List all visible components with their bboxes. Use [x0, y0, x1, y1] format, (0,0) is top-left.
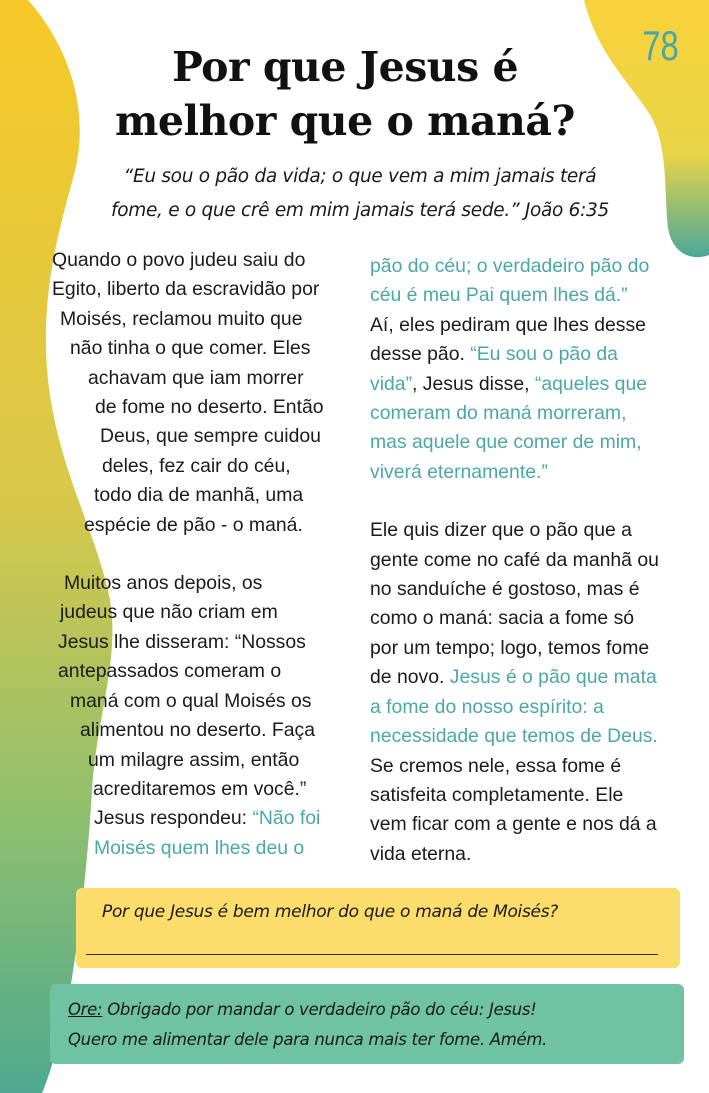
right-column-line [370, 781, 700, 810]
reflection-question-box [76, 888, 680, 968]
left-column-line [0, 746, 360, 775]
left-column-line [0, 511, 360, 540]
left-column-line [0, 305, 360, 334]
highlighted-text: viverá eternamente.” [370, 460, 548, 483]
prayer-line-1 [68, 995, 547, 1025]
highlighted-text: “Eu sou o pão da [470, 343, 618, 366]
left-column-line [0, 422, 360, 451]
title-line-1: Por que Jesus é [171, 43, 519, 91]
body-text: não tinha o que comer. Eles [70, 337, 311, 360]
paragraph-gap [0, 540, 360, 569]
reflection-question: Por que Jesus é bem melhor do que o maná de Moisés? [102, 902, 558, 922]
verse-line-2: fome, e o que crê em mim jamais terá sede.” João 6:35 [111, 200, 609, 221]
body-text: Jesus lhe disseram: “Nossos [58, 630, 306, 653]
left-column-line [0, 687, 360, 716]
body-text: satisfeita completamente. Ele [370, 783, 624, 806]
right-column-line [370, 546, 700, 575]
highlighted-text: Jesus é o pão que mata [449, 666, 657, 689]
highlighted-text: mas aquele que comer de mim, [370, 431, 642, 454]
left-column-line [0, 393, 360, 422]
right-column-line [370, 722, 700, 751]
left-column-line [0, 569, 360, 598]
left-column-line [0, 775, 360, 804]
body-text: alimentou no deserto. Faça [80, 719, 315, 742]
body-text: Quando o povo judeu saiu do [52, 249, 306, 271]
right-column-line [370, 693, 700, 722]
answer-line[interactable] [86, 954, 658, 955]
body-text: Deus, que sempre cuidou [100, 425, 321, 448]
right-column-line [370, 458, 700, 487]
right-column-line [370, 840, 700, 869]
right-column-line [370, 604, 700, 633]
body-text: antepassados comeram o [58, 660, 282, 683]
bible-verse [60, 160, 660, 228]
body-text: Se cremos nele, essa fome é [370, 754, 622, 777]
body-text: espécie de pão - o maná. [84, 513, 303, 536]
body-text: deles, fez cair do céu, [102, 454, 291, 477]
body-text: todo dia de manhã, uma [94, 484, 304, 507]
highlighted-text: “Não foi [252, 807, 321, 830]
right-column-line [370, 663, 700, 692]
right-column-line [370, 399, 700, 428]
body-text: desse pão. [370, 343, 471, 366]
left-column-line [0, 657, 360, 686]
left-column-line [0, 334, 360, 363]
highlighted-text: “aqueles que [534, 372, 648, 395]
prayer-box [50, 984, 684, 1064]
left-column-line [0, 481, 360, 510]
left-column-line [0, 628, 360, 657]
body-text: vem ficar com a gente e nos dá a [370, 813, 657, 836]
right-column-line [370, 370, 700, 399]
body-text: judeus que não criam em [60, 601, 278, 624]
right-column-line [370, 575, 700, 604]
left-text-column [0, 246, 360, 863]
body-text: de fome no deserto. Então [95, 396, 324, 419]
left-column-line [0, 834, 360, 863]
page-number: 78 [642, 22, 679, 69]
body-text: Moisés, reclamou muito que [60, 307, 303, 330]
left-column-line [0, 452, 360, 481]
highlighted-text: a fome do nosso espírito: a [370, 695, 604, 718]
body-text: maná com o qual Moisés os [70, 689, 312, 712]
left-column-line [0, 246, 360, 275]
body-text: Egito, liberto da escravidão por [52, 278, 320, 301]
body-text: achavam que iam morrer [88, 366, 304, 389]
body-text: Muitos anos depois, os [64, 572, 263, 595]
body-text: de novo. [370, 666, 450, 689]
prayer-line-2: Quero me alimentar dele para nunca mais ter fome. Amém. [68, 1030, 548, 1049]
right-column-line [370, 810, 700, 839]
body-text: vida eterna. [370, 842, 472, 865]
highlighted-text: necessidade que temos de Deus. [370, 725, 658, 748]
left-column-line [0, 598, 360, 627]
body-text: acreditaremos em você.” [93, 777, 307, 800]
body-text: no sanduíche é gostoso, mas é [370, 578, 640, 601]
body-text: gente come no café da manhã ou [370, 548, 659, 571]
left-column-line [0, 716, 360, 745]
title-line-2: melhor que o maná? [115, 97, 575, 145]
body-text: Aí, eles pediram que lhes desse [370, 313, 646, 336]
right-column-line [370, 252, 700, 281]
body-text: , Jesus disse, [412, 372, 535, 395]
left-column-line [0, 804, 360, 833]
verse-line-1: “Eu sou o pão da vida; o que vem a mim jamais terá [123, 166, 597, 187]
prayer-text [68, 995, 547, 1055]
right-column-line [370, 516, 700, 545]
right-column-line [370, 311, 700, 340]
page-title [70, 40, 620, 148]
left-column-line [0, 275, 360, 304]
highlighted-text: pão do céu; o verdadeiro pão do [370, 255, 650, 277]
highlighted-text: vida” [370, 372, 413, 395]
right-text-column [370, 252, 700, 869]
body-text: Jesus respondeu: [94, 807, 253, 830]
body-text: por um tempo; logo, temos fome [370, 636, 650, 659]
right-column-line [370, 752, 700, 781]
right-column-line [370, 634, 700, 663]
right-column-line [370, 281, 700, 310]
right-column-line [370, 428, 700, 457]
highlighted-text: céu é meu Pai quem lhes dá.” [370, 284, 628, 307]
paragraph-gap [370, 487, 700, 516]
prayer-line-1-text: Obrigado por mandar o verdadeiro pão do céu: Jesus! [102, 1000, 537, 1019]
body-text: Ele quis dizer que o pão que a [370, 519, 632, 542]
body-text: como o maná: sacia a fome só [370, 607, 635, 630]
highlighted-text: Moisés quem lhes deu o [94, 836, 305, 859]
body-text: um milagre assim, então [88, 748, 300, 771]
right-column-line [370, 340, 700, 369]
highlighted-text: comeram do maná morreram, [370, 402, 627, 425]
left-column-line [0, 364, 360, 393]
prayer-label: Ore: [68, 1000, 103, 1019]
